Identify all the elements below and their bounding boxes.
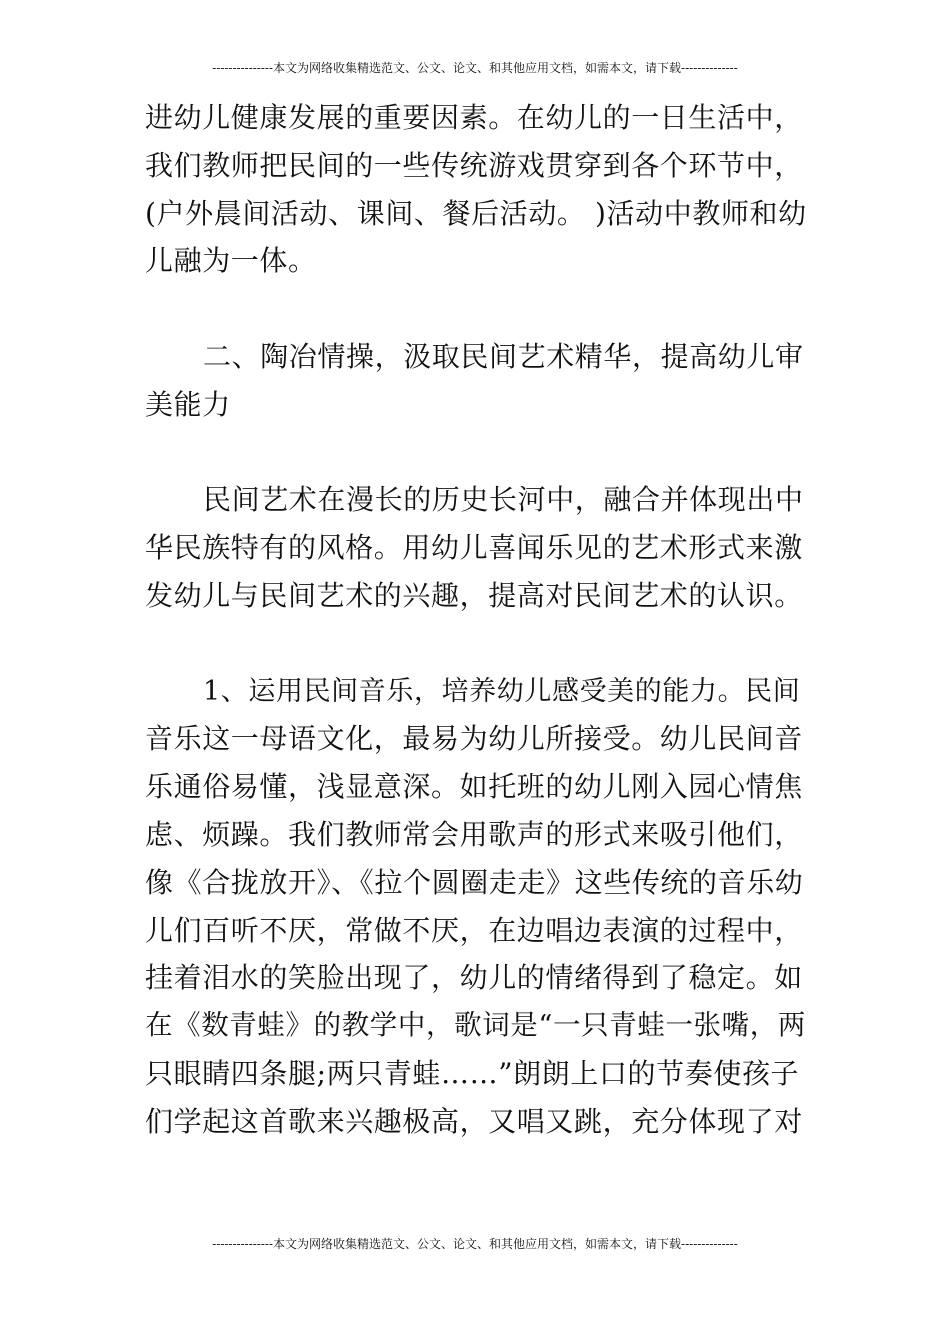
heading-line: 美能力 bbox=[145, 387, 231, 421]
text-line: 华民族特有的风格。用幼儿喜闻乐见的艺术形式来激 bbox=[145, 531, 803, 565]
paragraph-continuation bbox=[145, 94, 807, 285]
paragraph-gap bbox=[145, 429, 807, 477]
header-banner: ---------------本文为网络收集精选范文、公文、论文、和其他应用文档，如需本文，请下载-------------- bbox=[212, 61, 738, 75]
paragraph-gap bbox=[145, 285, 807, 333]
text-line: 发幼儿与民间艺术的兴趣，提高对民间艺术的认识。 bbox=[145, 578, 803, 612]
text-line: 乐通俗易懂，浅显意深。如托班的幼儿刚入园心情焦 bbox=[145, 770, 803, 804]
text-line: (户外晨间活动、课间、餐后活动。 )活动中教师和幼 bbox=[145, 196, 807, 230]
text-line: 在《数青蛙》的教学中，歌词是“一只青蛙一张嘴，两 bbox=[145, 1009, 806, 1042]
paragraph-gap bbox=[145, 620, 807, 668]
document-body bbox=[145, 94, 807, 1146]
text-line: 儿融为一体。 bbox=[145, 244, 317, 278]
text-line: 虑、烦躁。我们教师常会用歌声的形式来吸引他们， bbox=[145, 817, 803, 851]
text-line: 进幼儿健康发展的重要因素。在幼儿的一日生活中， bbox=[145, 101, 803, 134]
text-line: 1、运用民间音乐，培养幼儿感受美的能力。民间 bbox=[203, 675, 801, 707]
text-line: 儿们百听不厌，常做不厌，在边唱边表演的过程中， bbox=[145, 913, 803, 947]
text-line: 像《合拢放开》、《拉个圆圈走走》这些传统的音乐幼 bbox=[145, 865, 804, 899]
text-line: 我们教师把民间的一些传统游戏贯穿到各个环节中， bbox=[145, 148, 803, 182]
footer-banner: ---------------本文为网络收集精选范文、公文、论文、和其他应用文档，如需本文，请下载-------------- bbox=[212, 1237, 738, 1251]
text-line: 音乐这一母语文化，最易为幼儿所接受。幼儿民间音 bbox=[145, 722, 803, 756]
text-line: 只眼睛四条腿;两只青蛙……”朗朗上口的节奏使孩子 bbox=[145, 1056, 800, 1090]
text-line: 挂着泪水的笑脸出现了，幼儿的情绪得到了稳定。如 bbox=[145, 961, 803, 995]
paragraph-folk-art bbox=[145, 476, 807, 619]
heading-line: 二、陶冶情操，汲取民间艺术精华，提高幼儿审 bbox=[203, 339, 804, 373]
text-line: 民间艺术在漫长的历史长河中，融合并体现出中 bbox=[203, 483, 804, 517]
text-line: 们学起这首歌来兴趣极高，又唱又跳，充分体现了对 bbox=[145, 1104, 803, 1138]
paragraph-folk-music bbox=[145, 668, 807, 1146]
section-heading bbox=[145, 333, 807, 429]
